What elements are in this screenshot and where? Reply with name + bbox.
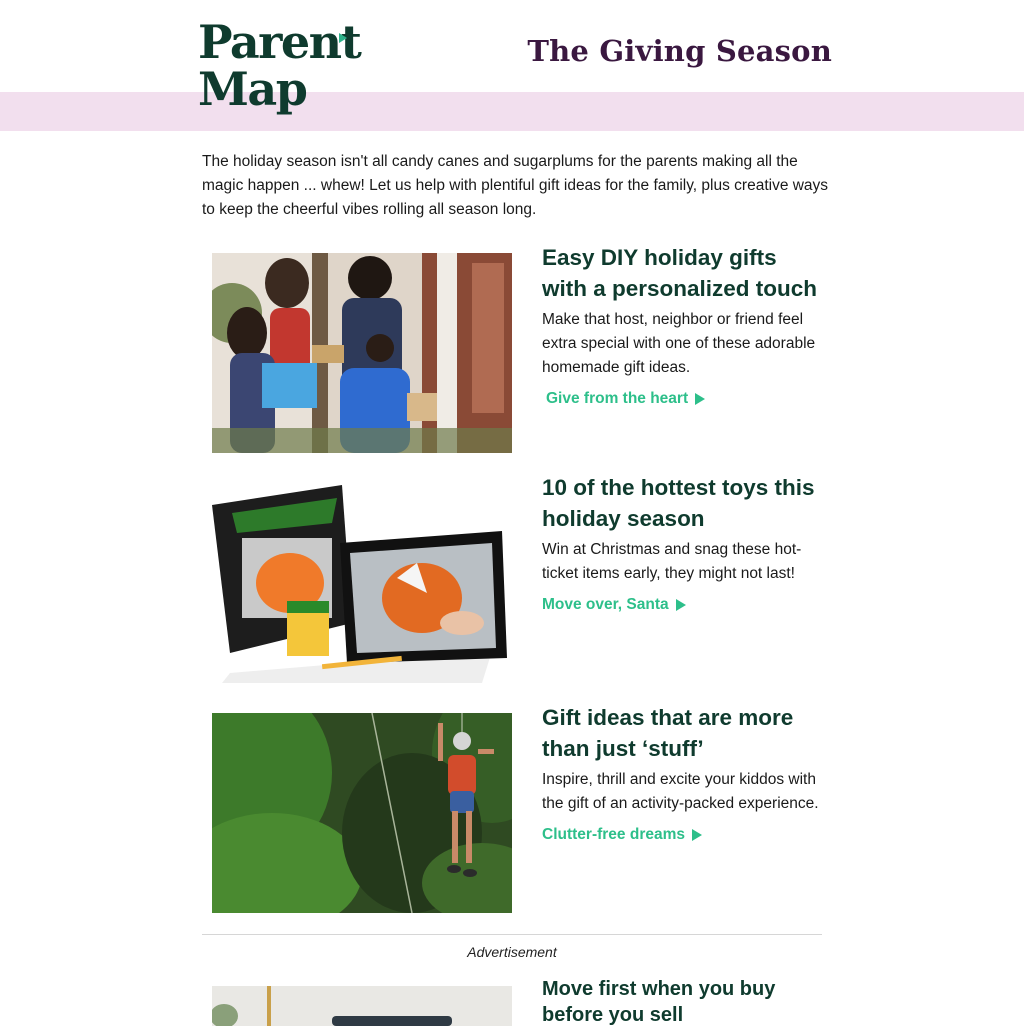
logo-line-2: Map: [198, 62, 307, 116]
article-link-label: Move over, Santa: [542, 596, 669, 613]
article-link[interactable]: [542, 596, 686, 614]
ad-image[interactable]: [212, 986, 512, 1026]
ad-title[interactable]: Move first when you buy before you sell: [542, 978, 776, 1026]
article-description: Inspire, thrill and excite your kiddos with the gift of an activity-packed experience.: [542, 771, 819, 812]
logo-play-icon: [339, 33, 347, 43]
advertisement-label: Advertisement: [467, 944, 557, 960]
article-link[interactable]: [542, 826, 702, 844]
play-arrow-icon: [692, 829, 702, 841]
article-title[interactable]: 10 of the hottest toys this holiday season: [542, 475, 815, 531]
newsletter-title: The Giving Season: [527, 34, 832, 68]
play-arrow-icon: [695, 393, 705, 405]
intro-paragraph: The holiday season isn't all candy canes and sugarplums for the parents making all the magic happen ... whew! Let us help with plentiful gift ideas for the family, plus creative ways to keep the cheerful vibes rolling all season long.: [202, 153, 829, 218]
zipline-photo: [212, 713, 512, 913]
article-image-family-gifts[interactable]: [212, 253, 512, 453]
article-description: Win at Christmas and snag these hot-ticket items early, they might not last!: [542, 541, 802, 582]
article-link[interactable]: [546, 390, 705, 408]
header-band: [0, 92, 1024, 131]
email-header: [0, 0, 1024, 116]
article-text: [542, 242, 827, 408]
article-description: Make that host, neighbor or friend feel extra special with one of these adorable homemade gift ideas.: [542, 311, 816, 376]
logo-line-1: Parent: [198, 15, 361, 69]
parentmap-logo[interactable]: [198, 14, 361, 124]
family-gifts-photo: [212, 253, 512, 453]
article-link-label: Clutter-free dreams: [542, 826, 685, 843]
article-text: [542, 472, 827, 614]
ad-photo: [212, 986, 512, 1026]
article-image-zipline[interactable]: [212, 713, 512, 913]
tracing-pad-photo: [212, 483, 512, 683]
section-divider: [202, 934, 822, 935]
article-link-label: Give from the heart: [546, 390, 689, 407]
article-image-toys[interactable]: [212, 483, 512, 683]
play-arrow-icon: [676, 599, 686, 611]
article-text: [542, 702, 827, 844]
article-title[interactable]: Gift ideas that are more than just ‘stuff’: [542, 705, 794, 761]
article-title[interactable]: Easy DIY holiday gifts with a personalized touch: [542, 245, 818, 301]
ad-text: [542, 976, 827, 1028]
